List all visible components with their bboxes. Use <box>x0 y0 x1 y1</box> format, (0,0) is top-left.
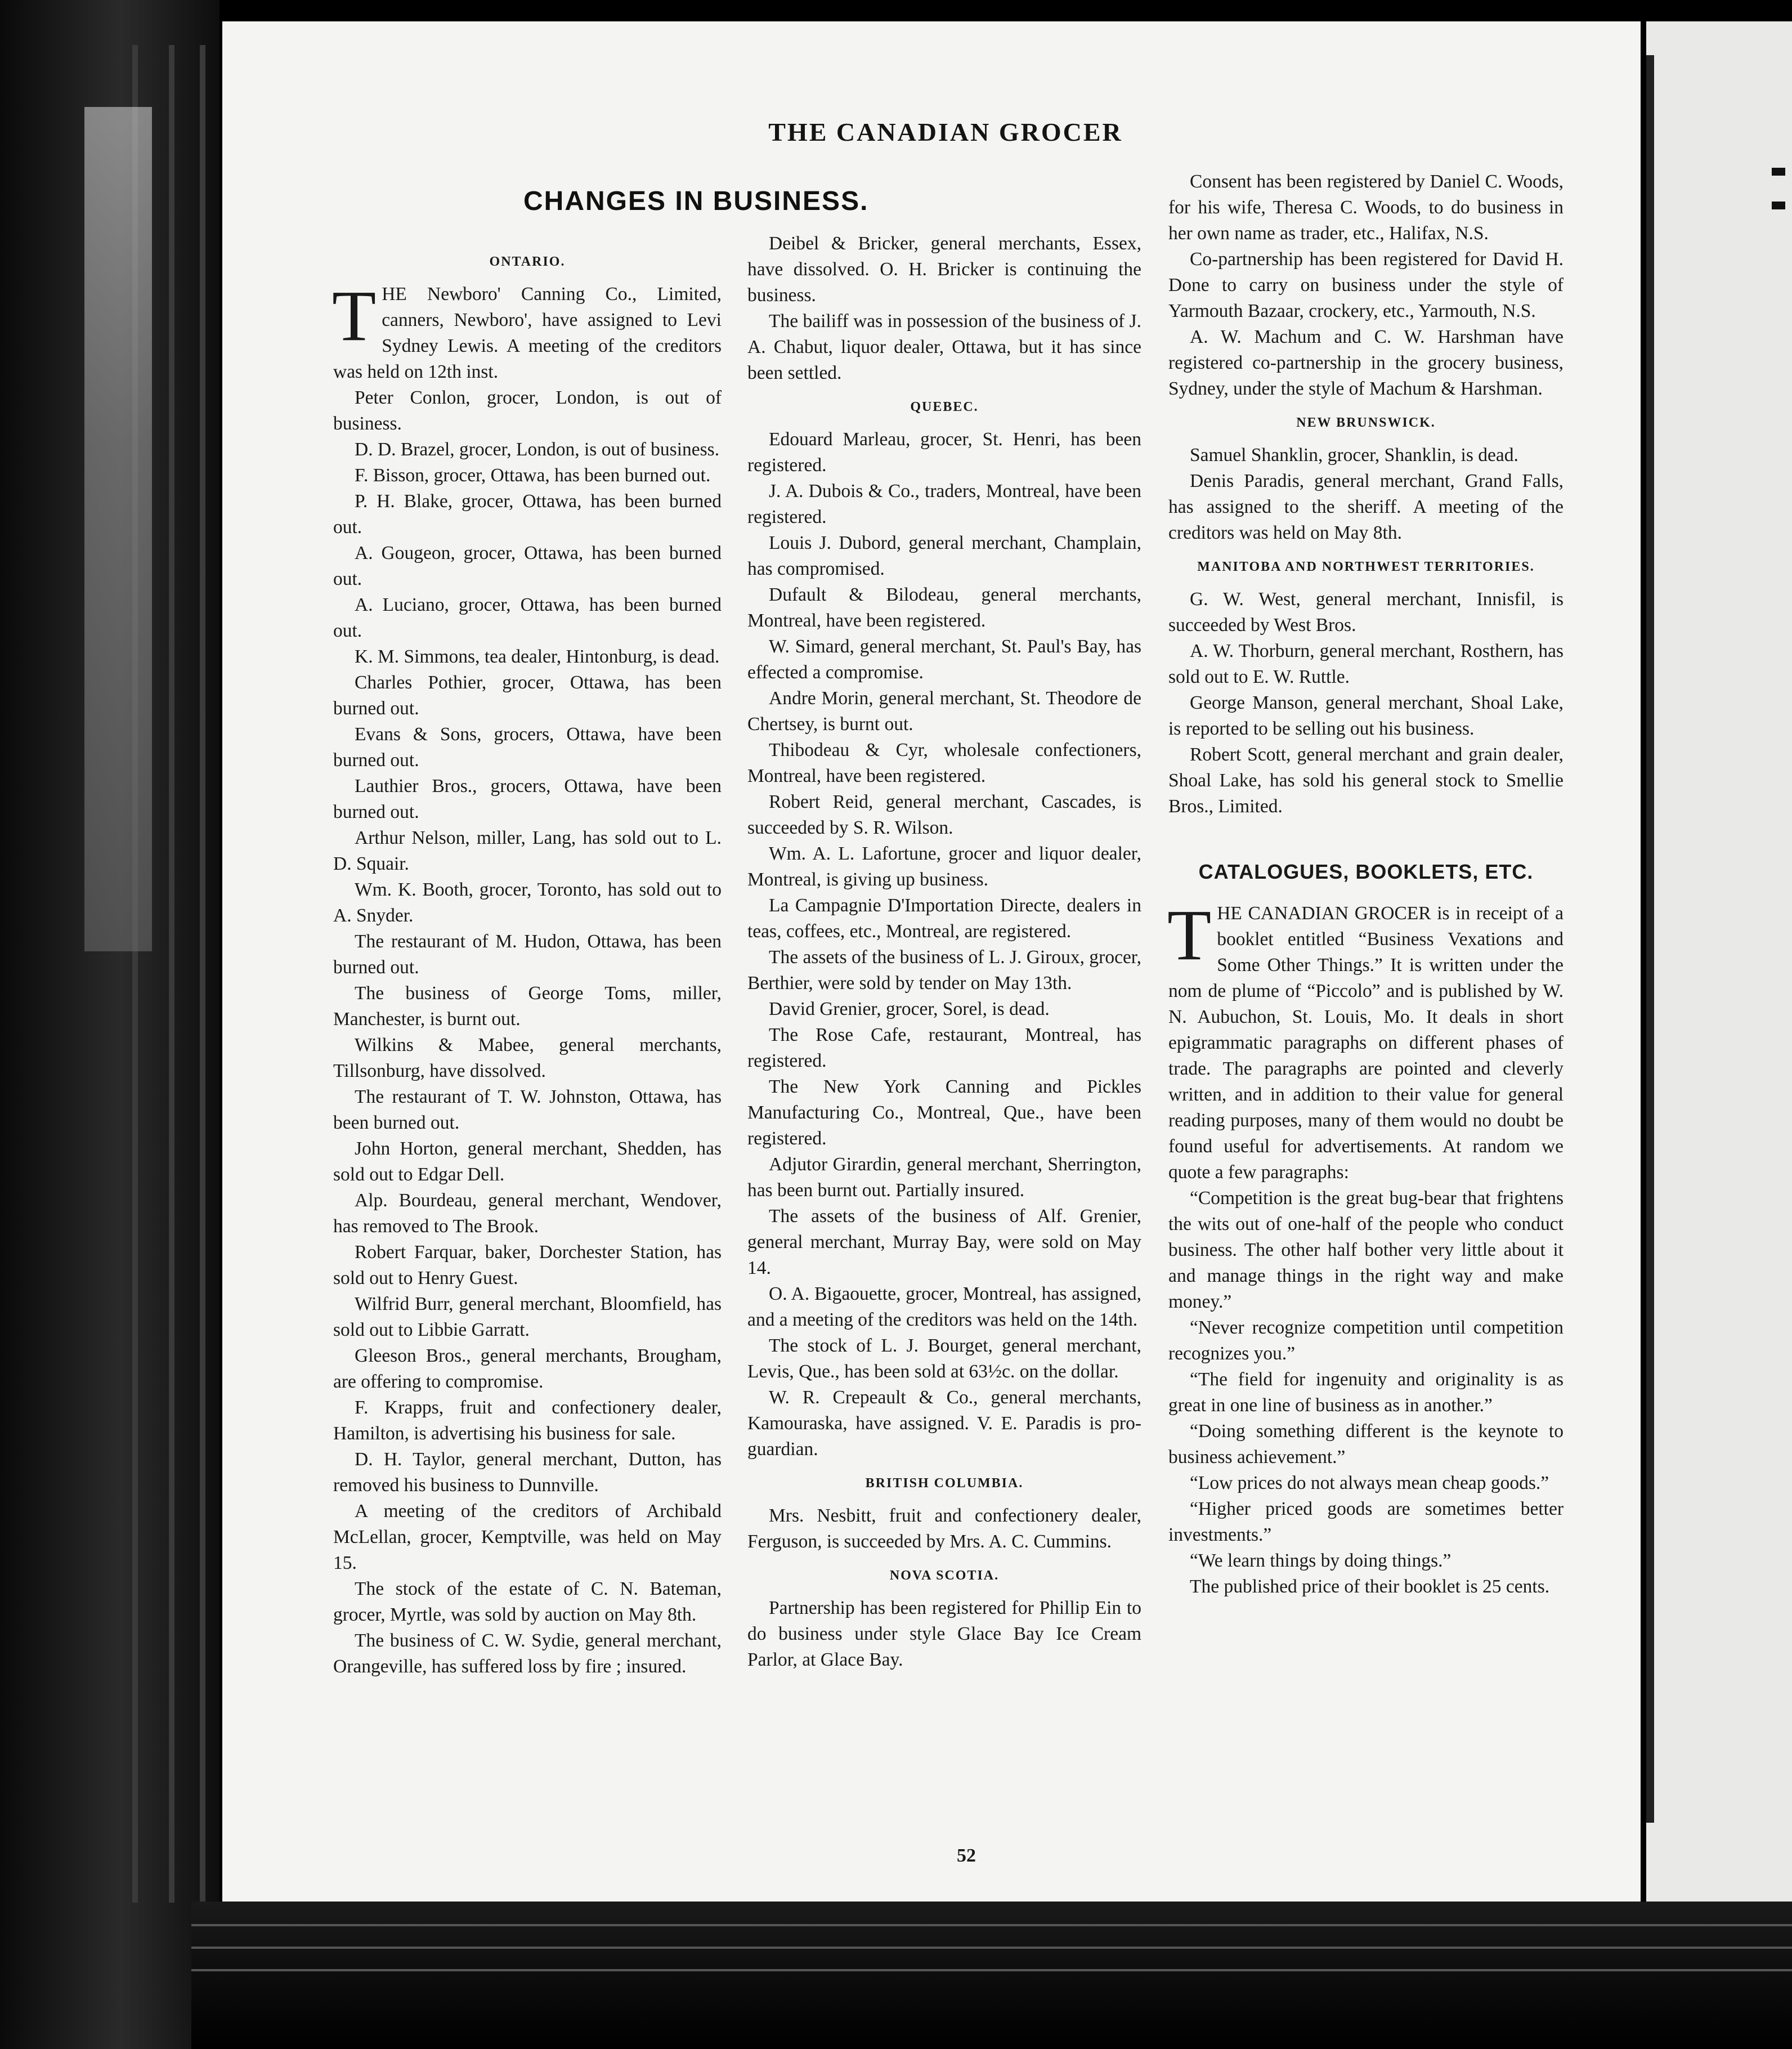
section-subheading: CATALOGUES, BOOKLETS, ETC. <box>1198 860 1534 883</box>
business-notice: O. A. Bigaouette, grocer, Montreal, has assigned, and a meeting of the creditors was held on the 14th. <box>747 1283 1141 1330</box>
business-notice: W. Simard, general merchant, St. Paul's Bay, has effected a compromise. <box>747 636 1141 683</box>
business-notice: Robert Scott, general merchant and grain dealer, Shoal Lake, has sold his general stock to Smellie Bros., Limited. <box>1168 744 1563 817</box>
business-notice: D. H. Taylor, general merchant, Dutton, has removed his business to Dunnville. <box>333 1449 722 1496</box>
business-notice: Co-partnership has been registered for David H. Done to carry on business under the style of Yarmouth Bazaar, crockery, etc., Yarmouth, N.S. <box>1168 249 1563 321</box>
business-notice: Peter Conlon, grocer, London, is out of business. <box>333 387 722 434</box>
column-3 <box>1168 169 1563 1600</box>
edge-line <box>191 1969 1792 1971</box>
business-notice: G. W. West, general merchant, Innisfil, is succeeded by West Bros. <box>1168 589 1563 636</box>
business-notice: Adjutor Girardin, general merchant, Sherrington, has been burnt out. Partially insured. <box>747 1154 1141 1201</box>
paragraph-text: HE Newboro' Canning Co., Limited, canners, Newboro', have assigned to Levi Sydney Lewis. A meeting of the creditors was held on 12th inst. <box>333 284 722 382</box>
lead-paragraph <box>332 276 722 385</box>
section-heading: BRITISH COLUMBIA. <box>865 1476 1024 1491</box>
business-notice: The stock of L. J. Bourget, general merchant, Levis, Que., has been sold at 63½c. on the dollar. <box>747 1335 1141 1382</box>
torn-page-fragment <box>84 107 152 951</box>
business-notice: Samuel Shanklin, grocer, Shanklin, is dead. <box>1190 445 1518 466</box>
business-notice: “Never recognize competition until competition recognizes you.” <box>1168 1317 1563 1364</box>
business-notice: “Competition is the great bug-bear that frightens the wits out of one-half of the people who conduct business. The other half bother very little about it and manage things in the right way and make money.” <box>1168 1188 1563 1312</box>
column-1 <box>333 241 722 1680</box>
business-notice: The bailiff was in possession of the business of J. A. Chabut, liquor dealer, Ottawa, but it has since been settled. <box>747 311 1141 383</box>
business-notice: “Higher priced goods are sometimes better investments.” <box>1168 1498 1563 1545</box>
business-notice: David Grenier, grocer, Sorel, is dead. <box>769 999 1050 1019</box>
business-notice: Evans & Sons, grocers, Ottawa, have been burned out. <box>333 724 722 771</box>
business-notice: Dufault & Bilodeau, general merchants, Montreal, have been registered. <box>747 584 1141 631</box>
business-notice: Wilfrid Burr, general merchant, Bloomfield, has sold out to Libbie Garratt. <box>333 1294 722 1340</box>
business-notice: A. Gougeon, grocer, Ottawa, has been burned out. <box>333 543 722 589</box>
business-notice: Lauthier Bros., grocers, Ottawa, have been burned out. <box>333 776 722 822</box>
business-notice: Charles Pothier, grocer, Ottawa, has been burned out. <box>333 672 722 719</box>
business-notice: Robert Farquar, baker, Dorchester Station, has sold out to Henry Guest. <box>333 1242 722 1289</box>
margin-mark <box>1772 202 1785 209</box>
business-notice: Arthur Nelson, miller, Lang, has sold out to L. D. Squair. <box>333 827 722 874</box>
business-notice: A meeting of the creditors of Archibald McLellan, grocer, Kemptville, was held on May 15. <box>333 1501 722 1573</box>
business-notice: Edouard Marleau, grocer, St. Henri, has been registered. <box>747 429 1141 476</box>
drop-cap: T <box>332 276 377 356</box>
business-notice: Gleeson Bros., general merchants, Brougham, are offering to compromise. <box>333 1345 722 1392</box>
edge-line <box>191 1924 1792 1926</box>
business-notice: Louis J. Dubord, general merchant, Champlain, has compromised. <box>747 533 1141 579</box>
page-stack-edge <box>191 1902 1792 2049</box>
business-notice: The Rose Cafe, restaurant, Montreal, has registered. <box>747 1024 1141 1071</box>
section-heading: NOVA SCOTIA. <box>889 1568 1000 1583</box>
business-notice: Mrs. Nesbitt, fruit and confectionery dealer, Ferguson, is succeeded by Mrs. A. C. Cummins. <box>747 1505 1141 1552</box>
business-notice: P. H. Blake, grocer, Ottawa, has been burned out. <box>333 491 722 538</box>
section-heading: NEW BRUNSWICK. <box>1296 415 1436 430</box>
business-notice: Deibel & Bricker, general merchants, Essex, have dissolved. O. H. Bricker is continuing the business. <box>747 233 1141 306</box>
business-notice: “We learn things by doing things.” <box>1190 1550 1451 1571</box>
business-notice: The stock of the estate of C. N. Bateman, grocer, Myrtle, was sold by auction on May 8th. <box>333 1578 722 1625</box>
business-notice: The restaurant of T. W. Johnston, Ottawa, has been burned out. <box>333 1086 722 1133</box>
business-notice: Partnership has been registered for Phillip Ein to do business under style Glace Bay Ice Cream Parlor, at Glace Bay. <box>747 1598 1141 1670</box>
section-heading: MANITOBA AND NORTHWEST TERRITORIES. <box>1197 560 1535 574</box>
page-title: CHANGES IN BUSINESS. <box>523 186 869 216</box>
business-notice: “Low prices do not always mean cheap goods.” <box>1190 1473 1549 1493</box>
business-notice: D. D. Brazel, grocer, London, is out of business. <box>355 439 720 460</box>
binding-edge <box>169 45 174 1903</box>
business-notice: A. W. Machum and C. W. Harshman have registered co-partnership in the grocery business, Sydney, under the style of Machum & Harshman. <box>1168 326 1563 399</box>
business-notice: Wm. K. Booth, grocer, Toronto, has sold out to A. Snyder. <box>333 879 722 926</box>
book-binding <box>0 0 219 2049</box>
edge-line <box>191 1947 1792 1949</box>
business-notice: The assets of the business of L. J. Giroux, grocer, Berthier, were sold by tender on May 13th. <box>747 947 1142 994</box>
business-notice: The assets of the business of Alf. Grenier, general merchant, Murray Bay, were sold on May 14. <box>747 1206 1141 1278</box>
business-notice: K. M. Simmons, tea dealer, Hintonburg, is dead. <box>355 646 720 667</box>
business-notice: W. R. Crepeault & Co., general merchants, Kamouraska, have assigned. V. E. Paradis is pro-guardian. <box>747 1387 1141 1460</box>
business-notice: George Manson, general merchant, Shoal Lake, is reported to be selling out his business. <box>1168 692 1563 739</box>
binding-edge <box>200 45 205 1903</box>
page-number: 52 <box>957 1845 976 1866</box>
business-notice: J. A. Dubois & Co., traders, Montreal, have been registered. <box>747 481 1141 527</box>
business-notice: A. W. Thorburn, general merchant, Rosthern, has sold out to E. W. Ruttle. <box>1168 641 1563 687</box>
section-heading: ONTARIO. <box>489 254 566 269</box>
business-notice: Robert Reid, general merchant, Cascades, is succeeded by S. R. Wilson. <box>747 791 1141 838</box>
drop-cap: T <box>1167 895 1212 975</box>
business-notice: The published price of their booklet is 25 cents. <box>1190 1576 1550 1597</box>
business-notice: The restaurant of M. Hudon, Ottawa, has been burned out. <box>333 931 722 978</box>
column-2 <box>747 231 1141 1673</box>
business-notice: Consent has been registered by Daniel C. Woods, for his wife, Theresa C. Woods, to do business in her own name as trader, etc., Halifax, N.S. <box>1168 171 1563 244</box>
business-notice: F. Krapps, fruit and confectionery dealer, Hamilton, is advertising his business for sale. <box>333 1397 722 1444</box>
business-notice: La Campagnie D'Importation Directe, dealers in teas, coffees, etc., Montreal, are registered. <box>747 895 1141 942</box>
business-notice: “The field for ingenuity and originality is as great in one line of business as in another.” <box>1168 1369 1563 1416</box>
paragraph-text: HE CANADIAN GROCER is in receipt of a booklet entitled “Business Vexations and Some Other Things.” It is written under the nom de plume of “Piccolo” and is published by W. N. Aubuchon, St. Louis, Mo. It deals in short epigrammatic paragraphs on different phases of trade. The paragraphs are pointed and cleverly written, and in addition to their value for general reading purposes, many of them would no doubt be found useful for advertisements. At random we quote a few paragraphs: <box>1168 903 1563 1183</box>
business-notice: Wilkins & Mabee, general merchants, Tillsonburg, have dissolved. <box>333 1035 722 1081</box>
business-notice: John Horton, general merchant, Shedden, has sold out to Edgar Dell. <box>333 1138 722 1185</box>
business-notice: Andre Morin, general merchant, St. Theodore de Chertsey, is burnt out. <box>747 688 1141 735</box>
business-notice: Denis Paradis, general merchant, Grand Falls, has assigned to the sheriff. A meeting of the creditors was held on May 8th. <box>1168 471 1563 543</box>
business-notice: Thibodeau & Cyr, wholesale confectioners, Montreal, have been registered. <box>747 740 1141 786</box>
business-notice: F. Bisson, grocer, Ottawa, has been burned out. <box>355 465 711 486</box>
business-notice: Alp. Bourdeau, general merchant, Wendover, has removed to The Brook. <box>333 1190 722 1237</box>
business-notice: The New York Canning and Pickles Manufacturing Co., Montreal, Que., have been registered. <box>747 1076 1141 1149</box>
business-notice: The business of George Toms, miller, Manchester, is burnt out. <box>333 983 722 1030</box>
facing-page-rule <box>1646 55 1654 1823</box>
business-notice: The business of C. W. Sydie, general merchant, Orangeville, has suffered loss by fire ; insured. <box>333 1630 722 1677</box>
running-head: THE CANADIAN GROCER <box>768 118 1123 146</box>
facing-page-edge <box>1646 21 1792 1902</box>
business-notice: A. Luciano, grocer, Ottawa, has been burned out. <box>333 594 722 641</box>
business-notice: “Doing something different is the keynote to business achievement.” <box>1168 1421 1563 1468</box>
business-notice: Wm. A. L. Lafortune, grocer and liquor dealer, Montreal, is giving up business. <box>747 843 1141 890</box>
lead-paragraph <box>1167 895 1563 1185</box>
section-heading: QUEBEC. <box>910 400 979 414</box>
margin-mark <box>1772 168 1785 176</box>
